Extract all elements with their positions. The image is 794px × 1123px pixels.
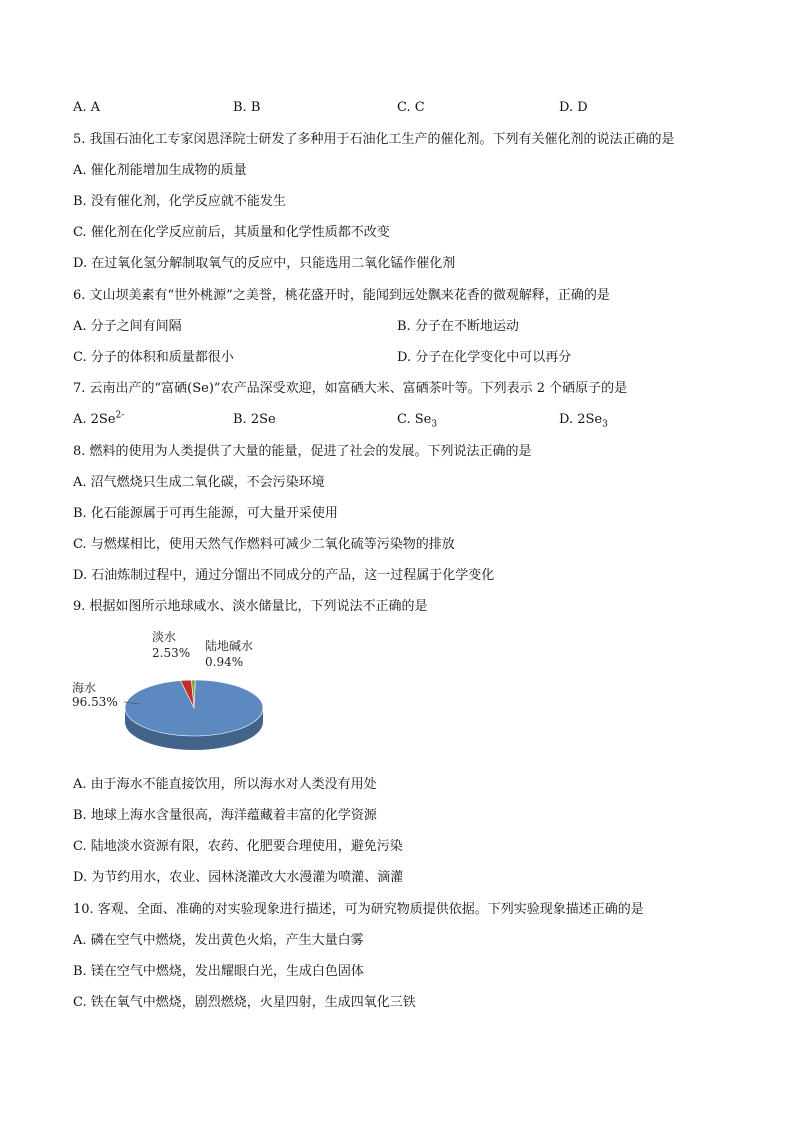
q6-option-c: C. 分子的体积和质量都很小: [73, 350, 234, 365]
q4-option-d: D. D: [559, 100, 588, 115]
q10-option-c: C. 铁在氧气中燃烧，剧烈燃烧，火星四射，生成四氧化三铁: [73, 995, 416, 1010]
q9-option-c: C. 陆地淡水资源有限，农药、化肥要合理使用，避免污染: [73, 839, 403, 854]
q9-option-d: D. 为节约用水，农业、园林浇灌改大水漫灌为喷灌、滴灌: [73, 870, 404, 885]
q9-stem: 9. 根据如图所示地球咸水、淡水储量比，下列说法不正确的是: [73, 599, 428, 614]
q5-option-a: A. 催化剂能增加生成物的质量: [73, 163, 247, 178]
pie-label-name: 海水: [72, 681, 97, 695]
pie-label-name: 淡水: [152, 630, 177, 644]
pie-label-name: 陆地碱水: [205, 639, 254, 653]
q8-stem: 8. 燃料的使用为人类提供了大量的能量，促进了社会的发展。下列说法正确的是: [73, 444, 532, 459]
q6-option-a: A. 分子之间有间隔: [73, 319, 182, 334]
q10-option-a: A. 磷在空气中燃烧，发出黄色火焰，产生大量白雾: [73, 933, 364, 948]
q7-option-c: C. $Se_3$: [397, 412, 438, 430]
q6-stem: 6. 文山坝美素有“世外桃源”之美誉，桃花盛开时，能闻到远处飘来花香的微观解释，正确的是: [73, 288, 610, 303]
q8-option-c: C. 与燃煤相比，使用天然气作燃料可减少二氧化硫等污染物的排放: [73, 537, 455, 552]
q10-option-b: B. 镁在空气中燃烧，发出耀眼白光，生成白色固体: [73, 964, 364, 979]
q7-option-b: B. 2Se: [233, 412, 276, 427]
q10-stem: 10. 客观、全面、准确的对实验现象进行描述，可为研究物质提供依据。下列实验现象描述正确的是: [73, 902, 644, 917]
q5-option-b: B. 没有催化剂，化学反应就不能发生: [73, 194, 286, 209]
q6-option-b: B. 分子在不断地运动: [397, 319, 519, 334]
q8-option-b: B. 化石能源属于可再生能源，可大量开采使用: [73, 506, 338, 521]
q5-stem: 5. 我国石油化工专家闵恩泽院士研发了多种用于石油化工生产的催化剂。下列有关催化剂的说法正确的是: [73, 132, 675, 147]
q4-option-c: C. C: [397, 100, 425, 115]
q6-option-d: D. 分子在化学变化中可以再分: [397, 350, 572, 365]
q8-option-a: A. 沼气燃烧只生成二氧化碳，不会污染环境: [73, 475, 325, 490]
q4-option-b: B. B: [233, 100, 261, 115]
pie-label-value: 2.53%: [152, 646, 191, 660]
water-pie-chart: [68, 624, 278, 764]
q9-option-a: A. 由于海水不能直接饮用，所以海水对人类没有用处: [73, 777, 377, 792]
q4-option-a: A. A: [73, 100, 101, 115]
q5-option-d: D. 在过氧化氢分解制取氧气的反应中，只能选用二氧化锰作催化剂: [73, 256, 456, 271]
q7-stem: 7. 云南出产的“富硒(Se)”农产品深受欢迎，如富硒大米、富硒茶叶等。下列表示 2 个硒原子的是: [73, 381, 628, 396]
q7-option-a: A. $2Se^{2-}$: [73, 410, 125, 427]
pie-label-value: 0.94%: [205, 655, 244, 669]
q5-option-c: C. 催化剂在化学反应前后，其质量和化学性质都不改变: [73, 225, 390, 240]
pie-label-value: 96.53%: [72, 695, 118, 709]
q9-option-b: B. 地球上海水含量很高，海洋蕴藏着丰富的化学资源: [73, 808, 377, 823]
q7-option-d: D. $2Se_3$: [559, 412, 608, 430]
q8-option-d: D. 石油炼制过程中，通过分馏出不同成分的产品，这一过程属于化学变化: [73, 568, 495, 583]
